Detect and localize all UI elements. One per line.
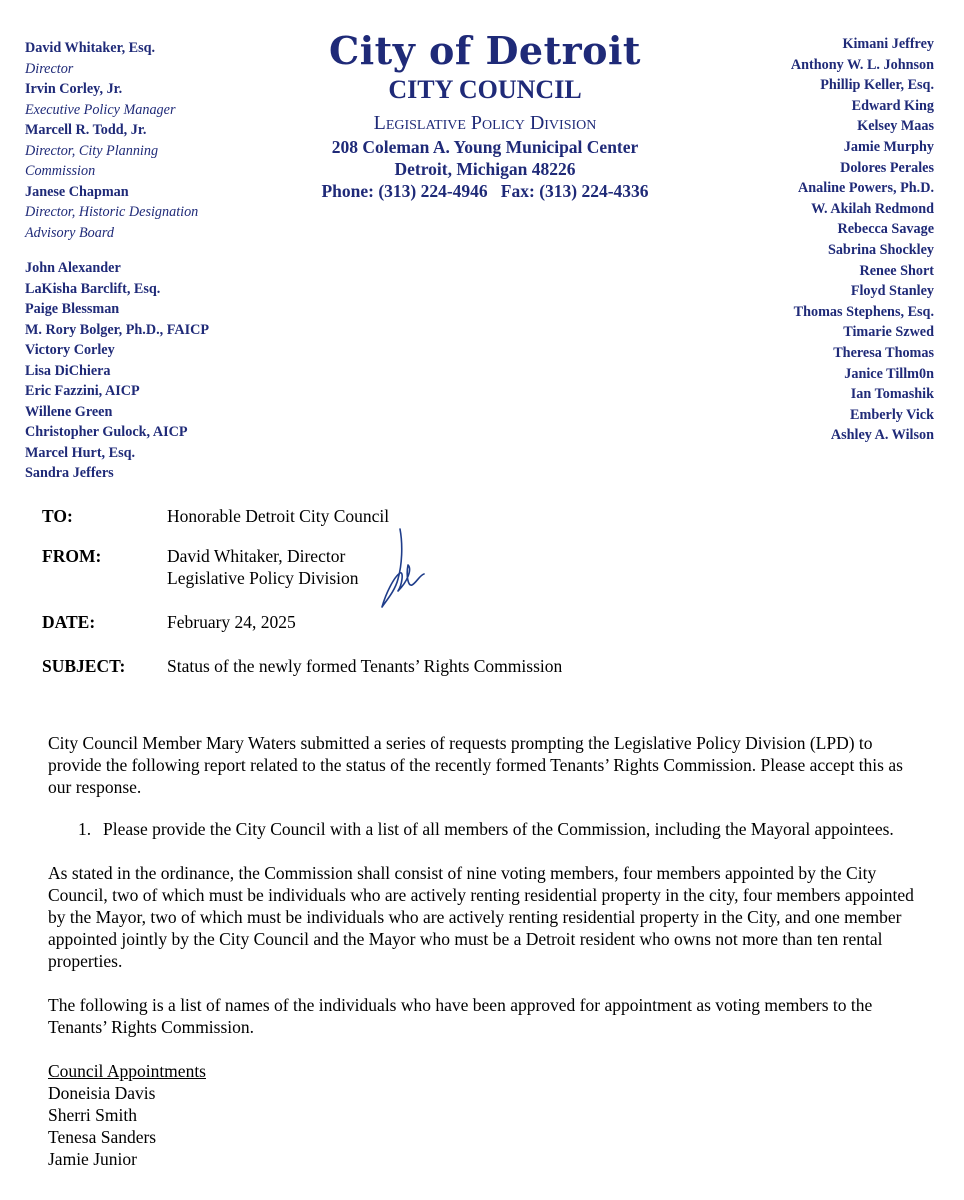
staff-name: LaKisha Barclift, Esq. [25, 280, 161, 297]
staff-name: Emberly Vick [850, 406, 934, 423]
staff-name: Eric Fazzini, AICP [25, 383, 140, 399]
fax-number: Fax: (313) 224-4336 [500, 181, 649, 201]
staff-name: Irvin Corley, Jr. [25, 81, 123, 97]
phone-number: Phone: (313) 224-4946 [321, 181, 488, 201]
staff-name: Victory Corley [25, 342, 115, 358]
staff-name: David Whitaker, Esq. [25, 40, 156, 56]
list-intro-paragraph: The following is a list of names of the individuals who have been approved for appointment as voting members to the Tenants’ Rights Commission. [48, 995, 873, 1037]
staff-name: Kimani Jeffrey [842, 36, 934, 52]
staff-name: Timarie Szwed [843, 324, 934, 341]
staff-name: Anthony W. L. Johnson [790, 56, 934, 73]
appointee-name: Tenesa Sanders [48, 1127, 157, 1147]
staff-name: Dolores Perales [840, 159, 934, 176]
staff-name: Edward King [851, 97, 934, 114]
staff-name: Kelsey Maas [857, 118, 934, 135]
to-value: Honorable Detroit City Council [167, 506, 390, 526]
division-title: Legislative Policy Division [373, 112, 597, 134]
staff-name: Thomas Stephens, Esq. [793, 303, 934, 320]
staff-name: Janice Tillm0n [844, 365, 934, 382]
appointee-name: Jamie Junior [48, 1149, 137, 1169]
left-staff-list [25, 38, 285, 484]
ordinance-paragraph: As stated in the ordinance, the Commission shall consist of nine voting members, four members appointed by the City Council, two of which must be individuals who are actively renting residential property in the city, four members appointed by the Mayor, two of which must be individuals who are actively renting residential property in the City, and one member appointed jointly by the City Council and the Mayor who must be a Detroit resident who owns not more than ten rental properties. [48, 863, 914, 971]
staff-name: Marcel Hurt, Esq. [25, 444, 136, 461]
signature [378, 527, 428, 609]
staff-name: Jamie Murphy [843, 138, 934, 155]
item-text: Please provide the City Council with a list of all members of the Commission, including the Mayoral appointees. [103, 819, 894, 839]
from-name: David Whitaker, Director [167, 546, 346, 566]
request-item [48, 818, 918, 840]
staff-name: Marcell R. Todd, Jr. [25, 122, 147, 138]
subject-label: SUBJECT: [42, 656, 126, 676]
staff-name: Janese Chapman [25, 183, 129, 200]
address-line: Detroit, Michigan 48226 [394, 159, 576, 179]
staff-name: M. Rory Bolger, Ph.D., FAICP [25, 321, 210, 338]
staff-name: Ashley A. Wilson [830, 427, 934, 444]
from-label: FROM: [42, 546, 102, 566]
intro-paragraph: City Council Member Mary Waters submitted a series of requests prompting the Legislative Policy Division (LPD) to provide the following report related to the status of the recently formed Tenants’ Rights Commission. Please accept this as our response. [48, 733, 903, 797]
staff-name: Sabrina Shockley [827, 241, 934, 258]
appointee-name: Doneisia Davis [48, 1083, 156, 1103]
staff-name: Renee Short [859, 262, 934, 279]
appointee-name: Sherri Smith [48, 1105, 137, 1125]
staff-name: Lisa DiChiera [25, 362, 111, 379]
subject-value: Status of the newly formed Tenants’ Rights Commission [167, 656, 563, 676]
staff-title: Director, Historic Designation Advisory Board [25, 204, 199, 241]
date-value: February 24, 2025 [167, 612, 296, 632]
staff-name: Sandra Jeffers [25, 465, 114, 481]
staff-name: John Alexander [25, 260, 121, 276]
city-title: City of Detroit [328, 28, 641, 73]
staff-name: Christopher Gulock, AICP [25, 424, 188, 440]
contact-line [290, 180, 680, 202]
address-line: 208 Coleman A. Young Municipal Center [331, 137, 639, 157]
staff-name: Phillip Keller, Esq. [820, 77, 934, 94]
staff-title: Director, City Planning Commission [25, 142, 159, 179]
council-title: CITY COUNCIL [388, 75, 582, 104]
staff-name: Floyd Stanley [850, 283, 934, 300]
item-number: 1. [78, 819, 92, 839]
from-dept: Legislative Policy Division [167, 568, 359, 588]
staff-name: Willene Green [25, 403, 113, 420]
staff-title: Director [25, 60, 74, 77]
memo-body [48, 732, 918, 1170]
staff-name: Analine Powers, Ph.D. [798, 180, 934, 197]
appointments-heading: Council Appointments [48, 1061, 206, 1081]
letterhead [290, 30, 680, 202]
staff-name: Ian Tomashik [850, 386, 934, 403]
to-label: TO: [42, 506, 73, 526]
staff-name: Rebecca Savage [837, 221, 934, 238]
right-staff-list [674, 34, 934, 446]
staff-title: Executive Policy Manager [25, 101, 176, 118]
staff-name: W. Akilah Redmond [811, 200, 934, 217]
staff-name: Theresa Thomas [833, 344, 934, 361]
staff-name: Paige Blessman [25, 301, 120, 317]
date-label: DATE: [42, 612, 96, 632]
